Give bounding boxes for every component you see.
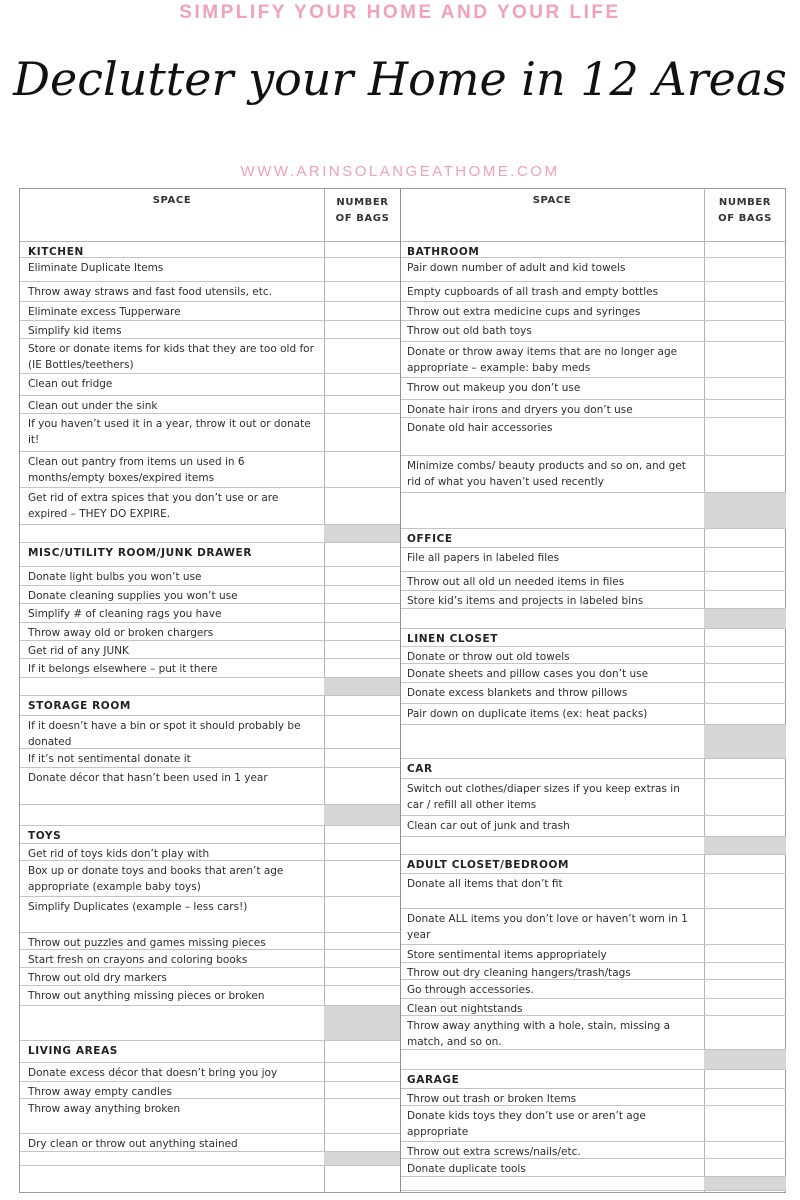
task-text: Donate excess décor that doesn’t bring you joy [28,1067,278,1079]
task-text: Box up or donate toys and books that aren’t age appropriate (example baby toys) [28,865,284,893]
checklist-row [401,816,786,837]
checklist-row [401,378,786,400]
checklist-row [401,647,786,664]
checklist-row [20,396,400,414]
spacer-row [401,1050,786,1070]
task-text: Eliminate Duplicate Items [28,262,164,274]
section-header-row [401,855,786,874]
task-text: Donate or throw out old towels [407,651,570,663]
checklist-row [20,861,400,897]
tagline: SIMPLIFY YOUR HOME AND YOUR LIFE [179,2,621,23]
table-header [20,189,400,242]
checklist-row [401,321,786,342]
task-text: Throw away anything with a hole, stain, missing a match, and so on. [407,1020,671,1048]
checklist-row [20,374,400,396]
task-text: Donate sheets and pillow cases you don’t use [407,668,649,680]
spacer-row [20,805,400,826]
checklist-row [401,591,786,609]
section-title: STORAGE ROOM [28,700,131,712]
section-header-row [20,696,400,716]
checklist-row [20,950,400,968]
checklist-row [20,604,400,623]
task-text: Throw away anything broken [28,1103,181,1115]
checklist-row [20,641,400,659]
task-text: Donate all items that don’t fit [407,878,563,890]
task-text: Clean out pantry from items un used in 6 months/empty boxes/expired items [28,456,245,484]
task-text: Throw out trash or broken Items [407,1093,577,1105]
task-text: Clean out nightstands [407,1003,523,1015]
task-text: Donate kids toys they don’t use or aren’t age appropriate [407,1110,646,1138]
task-text: Throw out anything missing pieces or broken [28,990,265,1002]
task-text: Throw away old or broken chargers [28,627,214,639]
page-title: Declutter your Home in 12 Areas [13,52,787,106]
task-text: Throw out all old un needed items in files [407,576,625,588]
checklist-row [20,623,400,641]
section-header-row [401,759,786,779]
checklist-row [401,704,786,725]
checklist-row [20,986,400,1006]
checklist-row [20,844,400,861]
checklist-row [20,1063,400,1082]
shaded-cell [324,805,400,825]
spacer-row [401,837,786,855]
checklist-row [20,302,400,321]
task-text: Store sentimental items appropriately [407,949,607,961]
checklist-row [20,567,400,586]
checklist-row [20,1082,400,1099]
spacer-row [20,678,400,696]
checklist-row [401,683,786,704]
section-header-row [401,629,786,647]
website-url[interactable]: WWW.ARINSOLANGEATHOME.COM [240,163,560,180]
section-title: LINEN CLOSET [407,633,499,645]
checklist-row [401,874,786,909]
task-text: Throw out old bath toys [407,325,532,337]
task-text: File all papers in labeled files [407,552,560,564]
checklist-row [20,1099,400,1134]
checklist-row [20,321,400,339]
task-text: Donate duplicate tools [407,1163,526,1175]
space-column-header: SPACE [152,195,192,206]
section-title: OFFICE [407,533,453,545]
task-text: Store kid’s items and projects in labeled bins [407,595,644,607]
checklist-row [401,548,786,572]
bags-column-header [704,195,786,227]
section-title: ADULT CLOSET/BEDROOM [407,859,570,871]
bags-column-header [325,195,400,227]
shaded-cell [704,1177,786,1190]
spacer-row [401,1177,786,1191]
task-text: Start fresh on crayons and coloring books [28,954,248,966]
shaded-cell [324,1152,400,1165]
spacer-row [401,725,786,759]
task-text: Donate ALL items you don’t love or haven’t worn in 1 year [407,913,688,941]
task-text: Throw out extra medicine cups and syringes [407,306,641,318]
checklist-row [20,933,400,950]
bags-header-line-1: NUMBER [718,197,772,208]
task-text: Pair down number of adult and kid towels [407,262,626,274]
task-text: Go through accessories. [407,984,534,996]
checklist-row [20,768,400,805]
section-header-row [20,826,400,844]
checklist-row [401,302,786,321]
shaded-cell [704,725,786,758]
task-text: Eliminate excess Tupperware [28,306,181,318]
checklist-row [20,282,400,302]
task-text: Pair down on duplicate items (ex: heat packs) [407,708,648,720]
checklist-row [401,1159,786,1177]
checklist-row [401,418,786,456]
checklist-row [401,1016,786,1050]
checklist-row [401,980,786,999]
task-text: Donate excess blankets and throw pillows [407,687,628,699]
task-text: Throw away straws and fast food utensils, etc. [28,286,272,298]
section-title: LIVING AREAS [28,1045,118,1057]
spacer-row [20,525,400,543]
checklist-row [20,659,400,678]
checklist-row [401,664,786,683]
checklist-row [401,456,786,493]
section-title: CAR [407,763,433,775]
shaded-cell [324,678,400,695]
task-text: Donate cleaning supplies you won’t use [28,590,238,602]
shaded-cell [704,609,786,628]
spacer-row [20,1006,400,1041]
bags-header-line-2: OF BAGS [718,213,772,224]
checklist-row [20,452,400,488]
checklist-row [401,779,786,816]
shaded-cell [704,837,786,854]
spacer-row [401,609,786,629]
task-text: Donate or throw away items that are no longer age appropriate – example: baby meds [407,346,678,374]
task-text: Get rid of extra spices that you don’t use or are expired – THEY DO EXPIRE. [28,492,279,520]
shaded-cell [704,1050,786,1069]
task-text: Store or donate items for kids that they are too old for (IE Bottles/teethers) [28,343,314,371]
shaded-cell [324,525,400,542]
task-text: Simplify Duplicates (example – less cars!) [28,901,248,913]
bags-header-line-1: NUMBER [336,197,389,208]
checklist-row [20,488,400,525]
checklist-row [20,1134,400,1152]
left-column [20,189,400,1166]
task-text: Clean out under the sink [28,400,158,412]
section-title: BATHROOM [407,246,480,258]
section-header-row [20,543,400,567]
section-header-row [401,1070,786,1089]
task-text: If you haven’t used it in a year, throw it out or donate it! [28,418,311,446]
task-text: Clean out fridge [28,378,113,390]
table-header [401,189,786,242]
task-text: Get rid of toys kids don’t play with [28,848,210,860]
task-text: Donate light bulbs you won’t use [28,571,202,583]
checklist-row [401,963,786,980]
checklist-row [20,968,400,986]
checklist-row [401,1106,786,1142]
section-header-row [401,242,786,258]
task-text: Empty cupboards of all trash and empty bottles [407,286,659,298]
checklist-row [401,909,786,945]
section-title: GARAGE [407,1074,460,1086]
checklist-row [401,1142,786,1159]
checklist-row [20,258,400,282]
task-text: Minimize combs/ beauty products and so on, and get rid of what you haven’t used recently [407,460,686,488]
checklist-row [401,282,786,302]
task-text: Simplify kid items [28,325,122,337]
task-text: If it’s not sentimental donate it [28,753,191,765]
task-text: Switch out clothes/diaper sizes if you keep extras in car / refill all other items [407,783,680,811]
task-text: Dry clean or throw out anything stained [28,1138,238,1150]
task-text: Throw out old dry markers [28,972,167,984]
checklist-row [401,258,786,282]
checklist-row [401,999,786,1016]
spacer-row [20,1152,400,1166]
checklist-row [20,749,400,768]
task-text: Throw out puzzles and games missing pieces [28,937,266,949]
declutter-checklist-table [19,188,786,1193]
task-text: If it belongs elsewhere – put it there [28,663,218,675]
task-text: Throw out extra screws/nails/etc. [407,1146,581,1158]
bags-header-line-2: OF BAGS [335,213,390,224]
shaded-cell [704,493,786,528]
section-title: KITCHEN [28,246,84,258]
task-text: Donate old hair accessories [407,422,553,434]
space-column-header: SPACE [532,195,572,206]
checklist-row [401,1089,786,1106]
checklist-row [20,339,400,374]
task-text: Simplify # of cleaning rags you have [28,608,222,620]
task-text: Throw out dry cleaning hangers/trash/tags [407,967,631,979]
checklist-row [401,342,786,378]
checklist-row [401,945,786,963]
right-column [401,189,786,1191]
spacer-row [401,493,786,529]
section-header-row [401,529,786,548]
task-text: Throw out makeup you don’t use [407,382,581,394]
section-title: MISC/UTILITY ROOM/JUNK DRAWER [28,547,253,559]
task-text: Get rid of any JUNK [28,645,129,657]
checklist-row [401,400,786,418]
section-header-row [20,1041,400,1063]
checklist-row [20,586,400,604]
task-text: Throw away empty candles [28,1086,172,1098]
task-text: Donate hair irons and dryers you don’t use [407,404,633,416]
checklist-row [20,414,400,452]
checklist-row [20,897,400,933]
task-text: Donate décor that hasn’t been used in 1 year [28,772,268,784]
shaded-cell [324,1006,400,1040]
section-title: TOYS [28,830,62,842]
task-text: If it doesn’t have a bin or spot it should probably be donated [28,720,301,748]
checklist-row [20,716,400,749]
checklist-row [401,572,786,591]
task-text: Clean car out of junk and trash [407,820,570,832]
section-header-row [20,242,400,258]
